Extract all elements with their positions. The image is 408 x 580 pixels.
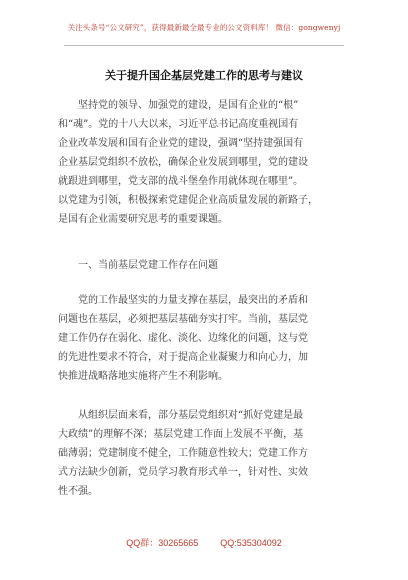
- paragraph-intro: [58, 96, 358, 229]
- footer-qq-group: QQ群：30265665: [126, 538, 199, 548]
- header-divider: [64, 45, 344, 46]
- section-heading: [58, 256, 358, 275]
- paragraph-problems: [58, 291, 358, 386]
- text-line: 问题也在基层，必须把基层基础夯实打牢。当前，基层党: [58, 314, 308, 325]
- text-line: 坚持党的领导、加强党的建设，是国有企业的“根”: [78, 100, 299, 111]
- text-line: 以党建为引领，积极探索党建促企业高质量发展的新路子，: [58, 195, 318, 206]
- text-line: 础薄弱；党建制度不健全，工作随意性较大；党建工作方: [58, 448, 308, 459]
- text-line: 企业基层党组织不放松，确保企业发展到哪里，党的建设: [58, 157, 308, 168]
- text-line: 党的工作最坚实的力量支撑在基层，最突出的矛盾和: [78, 295, 308, 306]
- text-line: 式方法缺少创新，党员学习教育形式单一，针对性、实效: [58, 467, 308, 478]
- paragraph-organization: [58, 406, 358, 501]
- text-line: 是国有企业需要研究思考的重要课题。: [58, 214, 228, 225]
- footer-contact: [0, 536, 408, 549]
- document-title: 关于提升国企基层党建工作的思考与建议: [105, 69, 303, 82]
- text-line: 就跟进到哪里，党支部的战斗堡垒作用就体现在哪里”。: [58, 176, 304, 187]
- header-promo-text: 关注头条号“公文研究”，获得最新最全最专业的公文资料库！ 微信：gongwenyj: [67, 23, 341, 32]
- text-line: 快推进战略落地实施将产生不利影响。: [58, 371, 228, 382]
- text-line: 大政绩”的理解不深；基层党建工作面上发展不平衡，基: [58, 429, 304, 440]
- text-line: 建工作仍存在弱化、虚化、淡化、边缘化的问题，这与党: [58, 333, 308, 344]
- text-line: 性不强。: [58, 486, 98, 497]
- text-line: 企业改革发展和国有企业党的建设，强调“坚持建强国有: [58, 138, 304, 149]
- text-line: 从组织层面来看，部分基层党组织对“抓好党建是最: [78, 410, 304, 421]
- text-line: 和“魂”。党的十八大以来，习近平总书记高度重视国有: [58, 119, 299, 130]
- text-line: 的先进性要求不符合，对于提高企业凝聚力和向心力，加: [58, 352, 308, 363]
- section-heading-text: 一、当前基层党建工作存在问题: [78, 260, 218, 271]
- footer-qq: QQ:535304092: [220, 538, 282, 548]
